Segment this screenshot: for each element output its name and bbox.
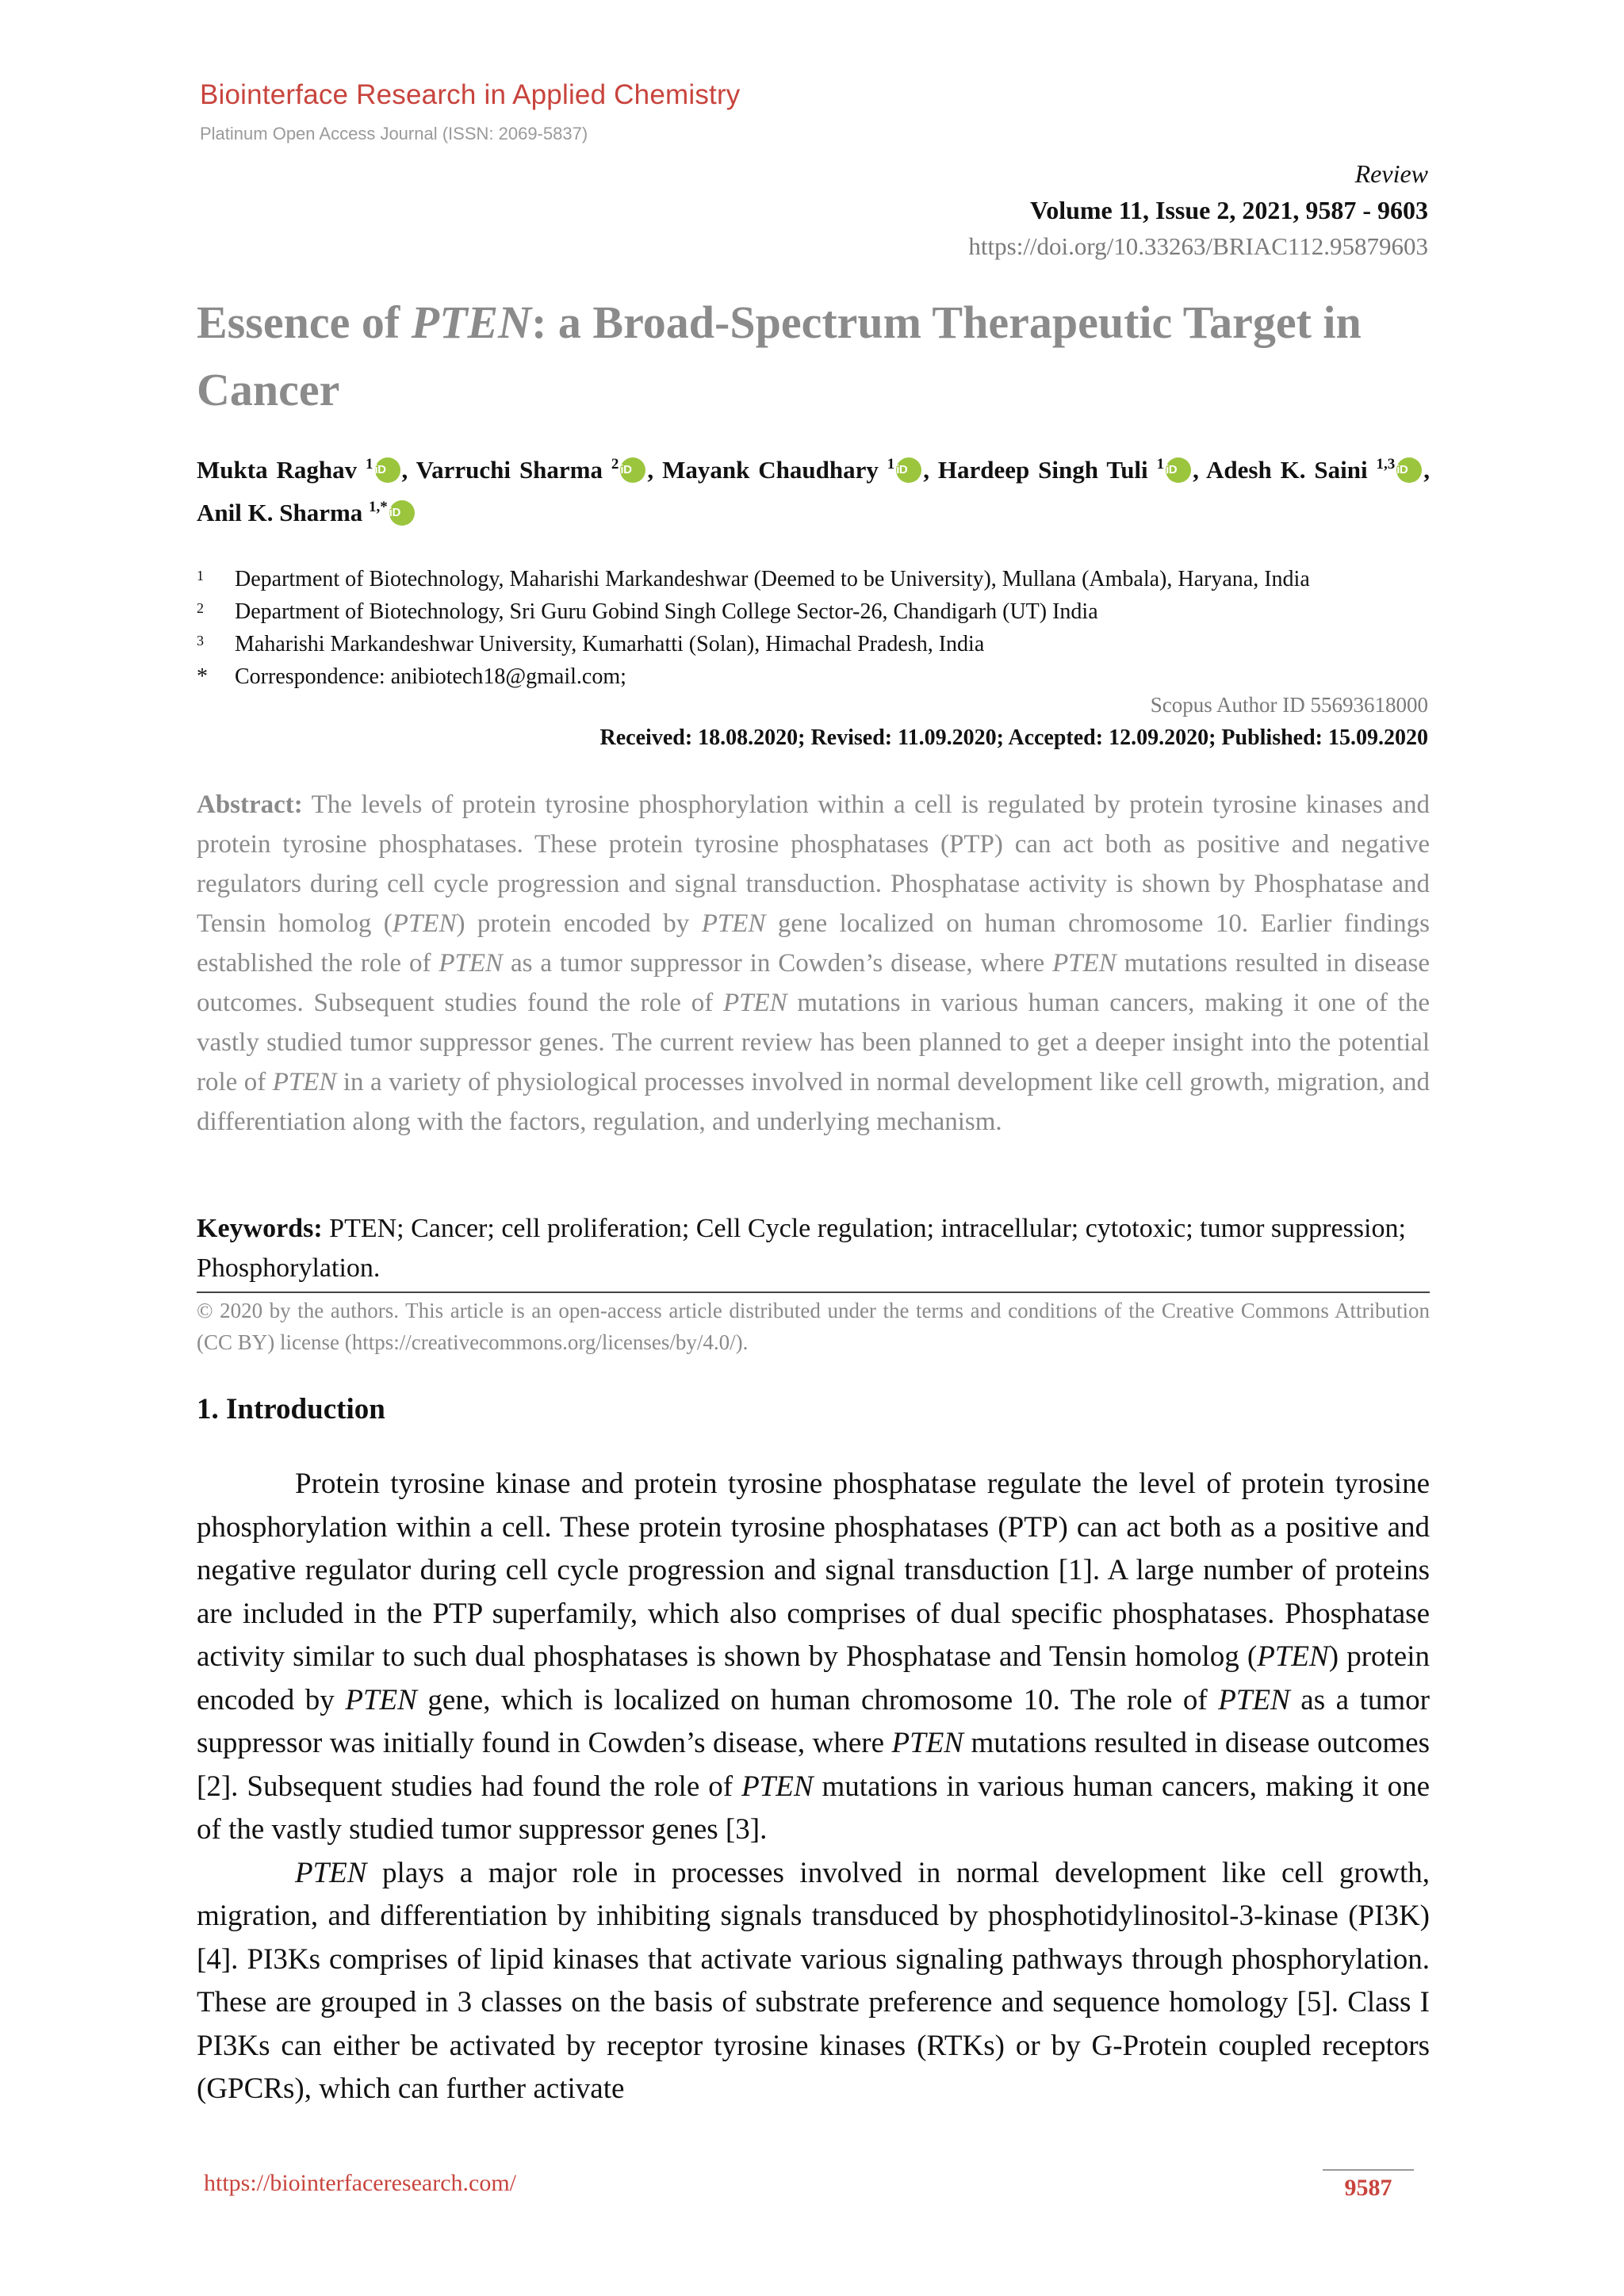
gene-name: PTEN — [439, 949, 504, 978]
introduction-body — [197, 1463, 1430, 2111]
author-affiliation-sup: 1,* — [369, 499, 388, 515]
gene-name: PTEN — [1052, 949, 1116, 978]
paragraph-text: ) protein encoded by — [197, 1640, 1430, 1716]
scopus-author-id: Scopus Author ID 55693618000 — [1150, 693, 1428, 717]
abstract-label: Abstract: — [197, 790, 303, 819]
keywords — [197, 1209, 1430, 1288]
abstract-text: mutations in various human cancers, making it one of the vastly studied tumor suppressor genes. The current review has been planned to get a deeper insight into the potential role of — [197, 989, 1430, 1096]
article-type: Review — [1354, 159, 1428, 188]
abstract-text: ) protein encoded by — [456, 909, 702, 938]
orcid-icon[interactable]: iD — [896, 457, 921, 483]
affiliation-number: 3 — [197, 633, 204, 649]
paragraph-text: plays a major role in processes involved in normal development like cell growth, migration, and differentiation by inhibiting signals transduced by phosphotidylinositol-3-kinase (PI3K) [4]. PI3Ks comprises of lipid kinases that activate various signaling pathways through phosphorylation. These are grouped in 3 classes on the basis of substrate preference and sequence homology [5]. Class I PI3Ks can either be activated by receptor tyrosine kinases (RTKs) or by G-Protein coupled receptors (GPCRs), which can further activate — [197, 1856, 1430, 2105]
doi-link[interactable]: https://doi.org/10.33263/BRIAC112.95879603 — [968, 232, 1428, 260]
affiliation-item — [197, 595, 1434, 628]
abstract-text: in a variety of physiological processes involved in normal development like cell growth, migration, and differentiation along with the factors, regulation, and underlying mechanism. — [197, 1068, 1430, 1136]
paragraph-text: mutations in various human cancers, making it one of the vastly studied tumor suppressor genes [3]. — [197, 1770, 1430, 1846]
correspondence-star: * — [197, 664, 208, 689]
affiliation-number: 1 — [197, 568, 204, 584]
author-affiliation-sup: 2 — [611, 456, 619, 473]
gene-name: PTEN — [272, 1068, 337, 1096]
journal-name: Biointerface Research in Applied Chemistry — [200, 79, 741, 110]
paragraph-text: mutations resulted in disease outcomes [2]. Subsequent studies had found the role of — [197, 1727, 1430, 1803]
gene-name: PTEN — [722, 989, 787, 1017]
author-name: Anil K. Sharma — [197, 499, 363, 526]
gene-name: PTEN — [295, 1856, 367, 1889]
affiliation-text: Department of Biotechnology, Sri Guru Gobind Singh College Sector-26, Chandigarh (UT) India — [235, 599, 1098, 624]
author-affiliation-sup: 1 — [366, 456, 373, 473]
article-meta — [714, 155, 1428, 265]
journal-subtitle: Platinum Open Access Journal (ISSN: 2069-5837) — [200, 124, 588, 144]
keywords-label: Keywords: — [197, 1214, 323, 1243]
abstract-text: The levels of protein tyrosine phosphorylation within a cell is regulated by protein tyrosine kinases and protein tyrosine phosphatases. These protein tyrosine phosphatases (PTP) can act both as positive and negative regulators during cell cycle progression and signal transduction. Phosphatase activity is shown by Phosphatase and Tensin homolog ( — [197, 790, 1430, 938]
volume-info: Volume 11, Issue 2, 2021, 9587 - 9603 — [1030, 196, 1428, 224]
title-part2: : a Broad-Spectrum Therapeutic Target in Cancer — [197, 297, 1362, 415]
paragraph-text: gene, which is localized on human chromosome 10. The role of — [416, 1683, 1219, 1716]
keywords-text: PTEN; Cancer; cell proliferation; Cell Cycle regulation; intracellular; cytotoxic; tumor suppression; Phosphorylation. — [197, 1214, 1406, 1283]
gene-name: PTEN — [701, 909, 766, 938]
affiliation-text: Maharishi Markandeshwar University, Kumarhatti (Solan), Himachal Pradesh, India — [235, 632, 985, 656]
correspondence-email[interactable]: anibiotech18@gmail.com; — [385, 664, 626, 689]
correspondence — [197, 660, 1434, 693]
footer-divider — [1323, 2169, 1414, 2171]
gene-name: PTEN — [345, 1683, 417, 1716]
gene-name: PTEN — [1218, 1683, 1290, 1716]
abstract-text: as a tumor suppressor in Cowden’s disease, where — [503, 949, 1053, 978]
paragraph — [197, 1852, 1430, 2111]
affiliation-item — [197, 628, 1434, 660]
abstract-text: gene localized on human chromosome 10. Earlier findings established the role of — [197, 909, 1430, 978]
orcid-icon[interactable]: iD — [375, 457, 400, 483]
abstract-text: mutations resulted in disease outcomes. Subsequent studies found the role of — [197, 949, 1430, 1017]
author-affiliation-sup: 1 — [887, 456, 895, 473]
section-heading: 1. Introduction — [197, 1393, 385, 1425]
author-name: Adesh K. Saini — [1206, 456, 1368, 484]
paragraph — [197, 1463, 1430, 1852]
gene-name: PTEN — [392, 909, 457, 938]
affiliation-number: 2 — [197, 600, 204, 616]
abstract — [197, 785, 1430, 1142]
affiliation-list — [197, 563, 1434, 693]
orcid-icon[interactable]: iD — [1166, 457, 1191, 483]
author-name: Mukta Raghav — [197, 456, 358, 484]
affiliation-text: Department of Biotechnology, Maharishi Markandeshwar (Deemed to be University), Mullana (Ambala), Haryana, India — [235, 567, 1310, 591]
author-affiliation-sup: 1,3 — [1376, 456, 1396, 473]
author-list: Mukta Raghav $^1$ iD , Varruchi Sharma $^2$ iD , Mayank Chaudhary $^1$ iD , Hardeep Singh Tuli $^1$ iD , Adesh K. Saini $^{1,3}$ iD , Anil K. Sharma $^{1,*}$ iD — [197, 456, 1431, 526]
orcid-icon[interactable]: iD — [389, 500, 415, 526]
paragraph-text: Protein tyrosine kinase and protein tyrosine phosphatase regulate the level of protein tyrosine phosphorylation within a cell. These protein tyrosine phosphatases (PTP) can act both as a positive and negative regulator during cell cycle progression and signal transduction [1]. A large number of proteins are included in the PTP superfamily, which also comprises of dual specific phosphatases. Phosphatase activity similar to such dual phosphatases is shown by Phosphatase and Tensin homolog ( — [197, 1468, 1430, 1673]
footer-url[interactable]: https://biointerfaceresearch.com/ — [204, 2170, 516, 2196]
publication-dates: Received: 18.08.2020; Revised: 11.09.2020; Accepted: 12.09.2020; Published: 15.09.2020 — [599, 725, 1428, 750]
title-part1: Essence of — [197, 297, 412, 348]
gene-name: PTEN — [741, 1770, 814, 1803]
affiliation-item — [197, 563, 1434, 595]
page-number: 9587 — [1344, 2175, 1392, 2201]
title-gene: PTEN — [411, 297, 532, 348]
paragraph-text: as a tumor suppressor was initially found in Cowden’s disease, where — [197, 1683, 1430, 1759]
gene-name: PTEN — [891, 1727, 963, 1759]
divider — [197, 1292, 1430, 1293]
orcid-icon[interactable]: iD — [1396, 457, 1422, 483]
correspondence-label: Correspondence: — [235, 664, 385, 689]
author-name: Varruchi Sharma — [416, 456, 603, 484]
author-affiliation-sup: 1 — [1156, 456, 1165, 473]
orcid-icon[interactable]: iD — [620, 457, 645, 483]
article-title — [197, 289, 1434, 423]
author-name: Hardeep Singh Tuli — [937, 456, 1148, 484]
gene-name: PTEN — [1257, 1640, 1329, 1673]
license-notice: © 2020 by the authors. This article is an open-access article distributed under the terms and conditions of the Creative Commons Attribution (CC BY) license (https://creativecommons.org/licenses/by/4.0/). — [197, 1299, 1430, 1354]
author-name: Mayank Chaudhary — [662, 456, 879, 484]
